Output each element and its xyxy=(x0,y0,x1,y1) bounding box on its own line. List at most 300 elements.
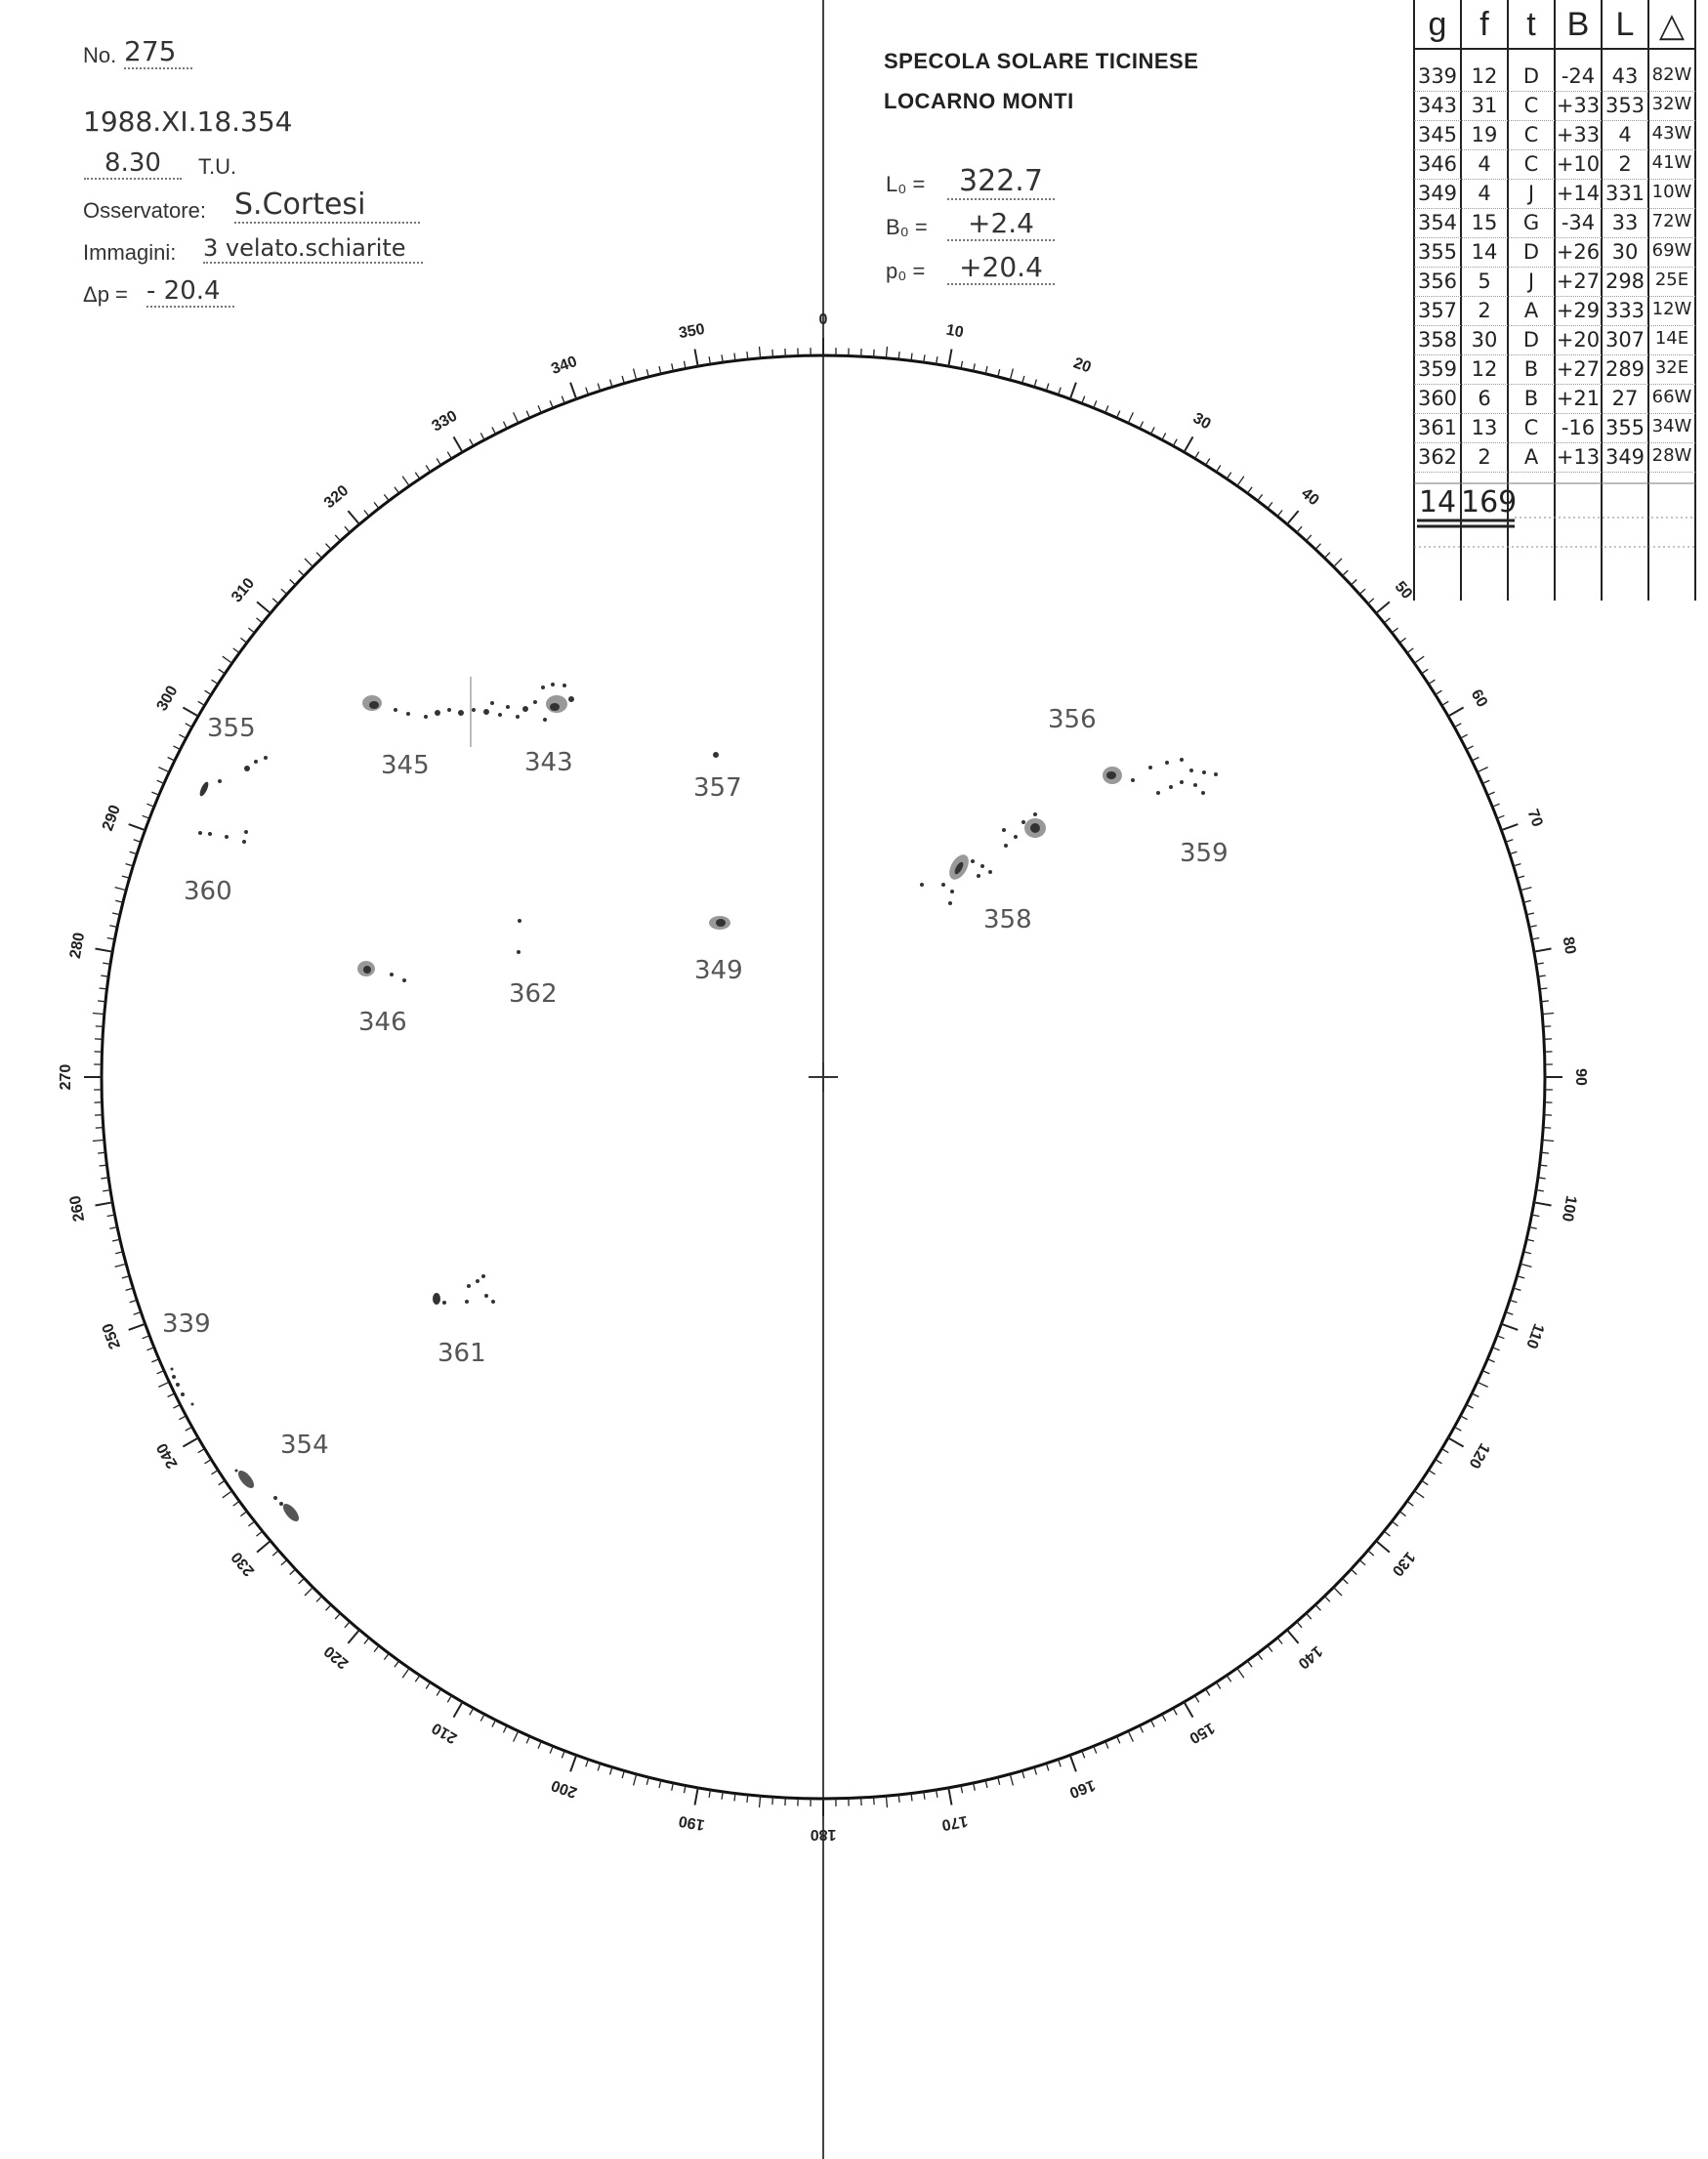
scale-label-280: 280 xyxy=(66,931,89,960)
scale-label-10: 10 xyxy=(944,321,965,342)
sunspot-group-357-drawing xyxy=(713,752,719,758)
scale-tick xyxy=(570,1755,576,1771)
scale-tick xyxy=(233,1501,239,1506)
scale-tick xyxy=(158,1382,169,1387)
table-cell-f: 6 xyxy=(1478,387,1491,410)
table-cell-g: 358 xyxy=(1417,328,1458,352)
scale-label-110: 110 xyxy=(1522,1321,1547,1351)
scale-tick xyxy=(384,494,389,500)
scale-label-60: 60 xyxy=(1467,686,1491,711)
scale-tick xyxy=(1487,1359,1494,1362)
scale-label-210: 210 xyxy=(429,1719,461,1747)
scale-tick xyxy=(1467,1405,1474,1409)
scale-tick xyxy=(233,648,239,653)
table-row-separator xyxy=(1414,149,1695,150)
scale-label-330: 330 xyxy=(429,407,461,436)
scale-tick xyxy=(1258,1653,1263,1659)
table-cell-delta: 12W xyxy=(1651,299,1692,319)
scale-tick xyxy=(426,1682,430,1689)
table-cell-L: 349 xyxy=(1604,445,1646,469)
scale-tick xyxy=(454,1702,463,1718)
table-cell-f: 2 xyxy=(1478,445,1491,469)
scale-tick xyxy=(1334,559,1342,566)
table-cell-t: D xyxy=(1522,64,1540,88)
scale-label-0: 0 xyxy=(818,311,828,329)
table-cell-f: 2 xyxy=(1478,299,1491,322)
scale-tick xyxy=(1227,1676,1231,1682)
scale-tick xyxy=(1461,1416,1468,1420)
scale-tick xyxy=(1105,405,1108,412)
table-cell-f: 4 xyxy=(1478,152,1491,176)
scale-tick xyxy=(1258,494,1263,500)
scale-label-40: 40 xyxy=(1298,484,1322,510)
scale-tick xyxy=(335,1613,340,1619)
group-label-356: 356 xyxy=(1048,705,1097,734)
sunspot-group-345-drawing xyxy=(362,695,476,719)
scale-tick xyxy=(1334,1588,1342,1596)
scale-tick xyxy=(734,353,735,361)
scale-tick xyxy=(1540,1165,1548,1166)
scale-tick xyxy=(526,411,529,418)
scale-tick xyxy=(1206,1689,1210,1696)
scale-tick xyxy=(281,589,287,594)
institution-location: LOCARNO MONTI xyxy=(884,89,1074,113)
scale-tick xyxy=(186,1427,192,1431)
scale-tick xyxy=(96,949,113,952)
scale-tick xyxy=(1461,734,1468,738)
scale-label-50: 50 xyxy=(1391,578,1416,602)
table-cell-f: 13 xyxy=(1471,416,1498,439)
group-label-361: 361 xyxy=(437,1339,486,1368)
table-cell-g: 354 xyxy=(1417,211,1458,234)
scale-tick xyxy=(384,1653,389,1659)
scale-tick xyxy=(112,1239,120,1241)
group-label-339: 339 xyxy=(162,1309,211,1339)
table-cell-L: 289 xyxy=(1604,357,1646,381)
sunspot-group-360-drawing xyxy=(198,830,248,844)
table-cell-B: +29 xyxy=(1556,299,1601,322)
group-label-362: 362 xyxy=(509,979,558,1009)
images-label: Immagini: xyxy=(83,240,177,265)
scale-tick xyxy=(1237,477,1244,486)
scale-tick xyxy=(1070,383,1076,399)
scale-tick xyxy=(1501,824,1518,830)
table-cell-g: 356 xyxy=(1417,270,1458,293)
table-cell-g: 361 xyxy=(1417,416,1458,439)
scale-tick xyxy=(695,350,698,367)
scale-label-180: 180 xyxy=(810,1825,837,1843)
scale-label-340: 340 xyxy=(549,353,580,379)
delta-p-value: - 20.4 xyxy=(146,276,234,308)
scale-tick xyxy=(1185,436,1193,452)
scale-tick xyxy=(760,347,761,358)
scale-tick xyxy=(205,690,212,694)
table-cell-t: C xyxy=(1523,94,1539,117)
scale-tick xyxy=(146,1348,153,1350)
B0-label: B₀ = xyxy=(886,215,928,239)
scale-tick xyxy=(257,618,263,623)
group-label-360: 360 xyxy=(184,877,232,906)
scale-tick xyxy=(562,396,564,404)
scale-tick xyxy=(550,400,553,407)
scale-label-170: 170 xyxy=(940,1811,970,1834)
sunspot-group-349-drawing xyxy=(709,916,730,930)
scale-tick xyxy=(1359,1560,1365,1565)
table-cell-B: +10 xyxy=(1556,152,1601,176)
scale-tick xyxy=(1541,1001,1549,1002)
scale-tick xyxy=(538,1741,541,1748)
scale-tick xyxy=(1105,1741,1108,1748)
scale-tick xyxy=(760,1796,761,1807)
table-header-f: f xyxy=(1479,6,1489,43)
scale-tick xyxy=(985,1780,987,1788)
scale-tick xyxy=(1448,1438,1464,1447)
scale-tick xyxy=(1521,888,1532,891)
table-cell-L: 333 xyxy=(1604,299,1646,322)
scale-tick xyxy=(1277,511,1282,517)
observer-label: Osservatore: xyxy=(83,198,206,223)
scale-tick xyxy=(1482,1371,1489,1374)
scale-tick xyxy=(316,553,322,559)
scale-tick xyxy=(1315,544,1321,550)
table-cell-t: B xyxy=(1523,357,1539,381)
table-cell-B: +20 xyxy=(1556,328,1601,352)
table-row-separator xyxy=(1414,296,1695,297)
scale-label-130: 130 xyxy=(1388,1548,1419,1580)
scale-tick xyxy=(1542,1140,1554,1141)
sunspot-group-355-drawing xyxy=(198,756,268,798)
table-cell-t: A xyxy=(1523,445,1539,469)
table-cell-delta: 32W xyxy=(1651,94,1692,114)
scale-tick xyxy=(1407,1501,1413,1506)
table-row-separator xyxy=(1414,325,1695,326)
table-cell-delta: 69W xyxy=(1651,240,1692,261)
table-header-L: L xyxy=(1615,6,1635,43)
scale-tick xyxy=(281,1560,287,1565)
scale-tick xyxy=(1010,369,1013,381)
scale-tick xyxy=(374,1645,379,1651)
L0-label: L₀ = xyxy=(886,172,926,196)
scale-tick xyxy=(96,1202,113,1205)
scale-tick xyxy=(348,1630,359,1643)
table-cell-delta: 43W xyxy=(1651,123,1692,144)
scale-tick xyxy=(480,433,484,439)
scale-tick xyxy=(772,350,773,357)
scale-label-320: 320 xyxy=(320,481,353,513)
table-row-separator xyxy=(1414,413,1695,414)
table-header-B: B xyxy=(1566,6,1590,43)
table-cell-t: D xyxy=(1522,240,1540,264)
scale-tick xyxy=(1414,656,1424,663)
table-cell-B: -16 xyxy=(1561,416,1596,439)
scale-tick xyxy=(1487,792,1494,795)
scale-tick xyxy=(1010,1774,1013,1786)
group-label-345: 345 xyxy=(381,751,430,780)
scale-tick xyxy=(272,1551,278,1556)
scale-tick xyxy=(1478,768,1488,772)
scale-tick xyxy=(1297,1622,1302,1628)
scale-tick xyxy=(143,1336,150,1339)
scale-tick xyxy=(157,1371,164,1374)
scale-tick xyxy=(492,427,496,434)
scale-tick xyxy=(1247,1661,1252,1667)
table-cell-delta: 10W xyxy=(1651,182,1692,202)
scale-tick xyxy=(100,988,107,989)
table-cell-L: 298 xyxy=(1604,270,1646,293)
scale-tick xyxy=(1472,1393,1479,1397)
table-cell-delta: 34W xyxy=(1651,416,1692,436)
scale-tick xyxy=(1185,1702,1193,1718)
scale-tick xyxy=(1429,680,1436,684)
B0-value: +2.4 xyxy=(947,207,1055,241)
scale-tick xyxy=(1542,1014,1554,1015)
p0-value: +20.4 xyxy=(947,251,1055,285)
scale-tick xyxy=(1237,1668,1244,1678)
scale-tick xyxy=(1454,724,1461,727)
time-unit: T.U. xyxy=(198,154,237,179)
scale-tick xyxy=(305,1588,312,1596)
scale-tick xyxy=(426,466,430,473)
scale-tick xyxy=(985,366,987,374)
scale-tick xyxy=(173,1405,180,1409)
scale-tick xyxy=(98,1001,105,1002)
scale-tick xyxy=(1162,1715,1166,1722)
scale-tick xyxy=(480,1715,484,1722)
scale-tick xyxy=(1195,452,1199,459)
scale-tick xyxy=(248,628,254,633)
scale-tick xyxy=(402,1668,409,1678)
table-cell-B: -24 xyxy=(1561,64,1596,88)
table-cell-t: G xyxy=(1522,211,1540,234)
scale-tick xyxy=(93,1014,104,1015)
scale-tick xyxy=(1441,1449,1448,1453)
scale-tick xyxy=(1195,1695,1199,1702)
scale-tick xyxy=(1492,1348,1499,1350)
scale-tick xyxy=(634,1774,637,1786)
scale-tick xyxy=(157,780,164,783)
scale-tick xyxy=(514,412,519,423)
group-label-355: 355 xyxy=(207,714,256,743)
scale-tick xyxy=(1082,396,1085,404)
scale-tick xyxy=(470,1708,474,1715)
scale-tick xyxy=(1436,690,1442,694)
scale-tick xyxy=(911,1794,912,1802)
table-cell-t: J xyxy=(1527,182,1535,205)
scale-tick xyxy=(437,1689,440,1696)
table-row-separator xyxy=(1414,472,1695,473)
scale-tick xyxy=(454,436,463,452)
scale-tick xyxy=(212,680,219,684)
table-cell-g: 349 xyxy=(1417,182,1458,205)
table-cell-L: 355 xyxy=(1604,416,1646,439)
scale-tick xyxy=(886,347,887,358)
table-cell-B: +26 xyxy=(1556,240,1601,264)
table-cell-L: 331 xyxy=(1604,182,1646,205)
scale-tick xyxy=(911,353,912,361)
scale-tick xyxy=(1429,1471,1436,1474)
table-row-separator xyxy=(1414,208,1695,209)
table-cell-g: 357 xyxy=(1417,299,1458,322)
table-cell-f: 12 xyxy=(1471,64,1498,88)
table-cell-L: 33 xyxy=(1611,211,1639,234)
images-value: 3 velato.schiarite xyxy=(203,234,423,264)
scale-tick xyxy=(1287,1630,1299,1643)
scale-tick xyxy=(1399,638,1405,643)
scale-tick xyxy=(1497,1336,1505,1339)
scale-tick xyxy=(659,366,661,374)
scale-tick xyxy=(1352,580,1357,586)
scale-tick xyxy=(1392,628,1397,633)
scale-tick xyxy=(240,1512,246,1516)
scale-tick xyxy=(504,422,508,429)
table-cell-f: 12 xyxy=(1471,357,1498,381)
scale-tick xyxy=(299,570,305,576)
scale-tick xyxy=(179,734,186,738)
scale-tick xyxy=(415,1676,420,1682)
scale-label-350: 350 xyxy=(677,320,706,343)
sunspot-drawings xyxy=(171,677,1219,1524)
scale-tick xyxy=(1501,1324,1518,1330)
scale-tick xyxy=(146,804,153,807)
scale-tick xyxy=(115,1264,127,1266)
table-cell-g: 345 xyxy=(1417,123,1458,146)
sunspot-groups-table xyxy=(1413,0,1697,601)
scale-label-90: 90 xyxy=(1571,1068,1589,1086)
scale-tick xyxy=(695,1788,698,1806)
scale-tick xyxy=(562,1751,564,1759)
scale-tick xyxy=(1117,1736,1120,1743)
scale-tick xyxy=(1151,1721,1155,1727)
sunspot-group-361-drawing xyxy=(433,1274,495,1305)
table-cell-L: 353 xyxy=(1604,94,1646,117)
table-header-g: g xyxy=(1428,6,1447,43)
scale-tick xyxy=(112,913,120,915)
scale-tick xyxy=(747,352,748,359)
scale-tick xyxy=(1162,433,1166,439)
scale-tick xyxy=(1543,1128,1551,1129)
scale-tick xyxy=(223,1491,232,1498)
scale-tick xyxy=(948,1788,951,1806)
scale-tick xyxy=(1526,913,1534,915)
scale-tick xyxy=(570,383,576,399)
scale-tick xyxy=(1384,1531,1390,1536)
scale-tick xyxy=(1094,1746,1097,1753)
scale-tick xyxy=(1368,599,1374,603)
table-cell-t: B xyxy=(1523,387,1539,410)
scale-tick xyxy=(326,544,332,550)
scale-tick xyxy=(402,477,409,486)
group-label-357: 357 xyxy=(693,773,742,803)
scale-tick xyxy=(1128,1731,1133,1742)
scale-tick xyxy=(1217,466,1221,473)
scale-tick xyxy=(335,535,340,541)
scale-tick xyxy=(634,369,637,381)
table-cell-B: +14 xyxy=(1556,182,1601,205)
sunspot-group-356-drawing xyxy=(1103,767,1135,784)
scale-tick xyxy=(1384,618,1390,623)
scale-tick xyxy=(198,1449,205,1453)
scale-tick xyxy=(1117,411,1120,418)
table-cell-g: 339 xyxy=(1417,64,1458,88)
scale-tick xyxy=(1324,1597,1330,1602)
table-cell-t: J xyxy=(1527,270,1535,293)
scale-tick xyxy=(186,724,192,727)
table-cell-L: 307 xyxy=(1604,328,1646,352)
scale-tick xyxy=(504,1725,508,1732)
scale-tick xyxy=(272,599,278,603)
table-cell-delta: 14E xyxy=(1654,328,1689,349)
scale-label-150: 150 xyxy=(1186,1719,1218,1747)
table-cell-g: 355 xyxy=(1417,240,1458,264)
table-cell-t: A xyxy=(1523,299,1539,322)
scale-tick xyxy=(1094,400,1097,407)
scale-tick xyxy=(93,1140,104,1141)
scale-label-290: 290 xyxy=(99,803,125,834)
table-cell-L: 2 xyxy=(1618,152,1632,176)
table-cell-B: +33 xyxy=(1556,94,1601,117)
scale-tick xyxy=(659,1780,661,1788)
scale-tick xyxy=(874,1797,875,1805)
scale-tick xyxy=(1173,1708,1177,1715)
table-cell-L: 30 xyxy=(1611,240,1639,264)
table-cell-delta: 32E xyxy=(1654,357,1689,378)
table-cell-delta: 82W xyxy=(1651,64,1692,85)
scale-tick xyxy=(874,350,875,357)
scale-tick xyxy=(1497,815,1505,818)
table-cell-f: 15 xyxy=(1471,211,1498,234)
scale-label-220: 220 xyxy=(320,1641,353,1673)
scale-tick xyxy=(1414,1491,1424,1498)
sunspot-group-359-drawing xyxy=(1148,758,1218,795)
scale-tick xyxy=(1070,1755,1076,1771)
p0-label: p₀ = xyxy=(886,259,926,283)
total-spots: 169 xyxy=(1461,485,1518,519)
scale-tick xyxy=(1521,1264,1532,1266)
table-row-separator xyxy=(1414,237,1695,238)
scale-tick xyxy=(364,511,369,517)
table-cell-B: +27 xyxy=(1556,270,1601,293)
observation-number: 275 xyxy=(124,35,192,69)
scale-tick xyxy=(948,350,951,367)
scale-tick xyxy=(290,1569,296,1575)
scale-tick xyxy=(1454,1427,1461,1431)
table-cell-B: +33 xyxy=(1556,123,1601,146)
scale-tick xyxy=(1399,1512,1405,1516)
scale-label-140: 140 xyxy=(1294,1641,1326,1673)
scale-label-20: 20 xyxy=(1070,354,1094,377)
sunspot-group-339-drawing xyxy=(171,1368,194,1406)
scale-label-230: 230 xyxy=(228,1548,259,1580)
scale-label-190: 190 xyxy=(677,1811,706,1834)
table-row-separator xyxy=(1414,120,1695,121)
scale-tick xyxy=(345,1622,350,1628)
scale-tick xyxy=(395,487,399,493)
scale-tick xyxy=(1217,1682,1221,1689)
table-cell-g: 359 xyxy=(1417,357,1458,381)
scale-label-300: 300 xyxy=(153,683,182,715)
sunspot-group-362-drawing xyxy=(517,919,521,954)
scale-tick xyxy=(415,473,420,479)
scale-label-250: 250 xyxy=(99,1320,125,1351)
scale-tick xyxy=(151,792,158,795)
observation-time: 8.30 xyxy=(84,148,182,180)
scale-tick xyxy=(1307,535,1312,541)
scale-label-120: 120 xyxy=(1465,1439,1493,1472)
sunspot-labels xyxy=(162,705,1229,1460)
scale-tick xyxy=(305,559,312,566)
scale-tick xyxy=(526,1736,529,1743)
scale-tick xyxy=(1268,502,1272,508)
